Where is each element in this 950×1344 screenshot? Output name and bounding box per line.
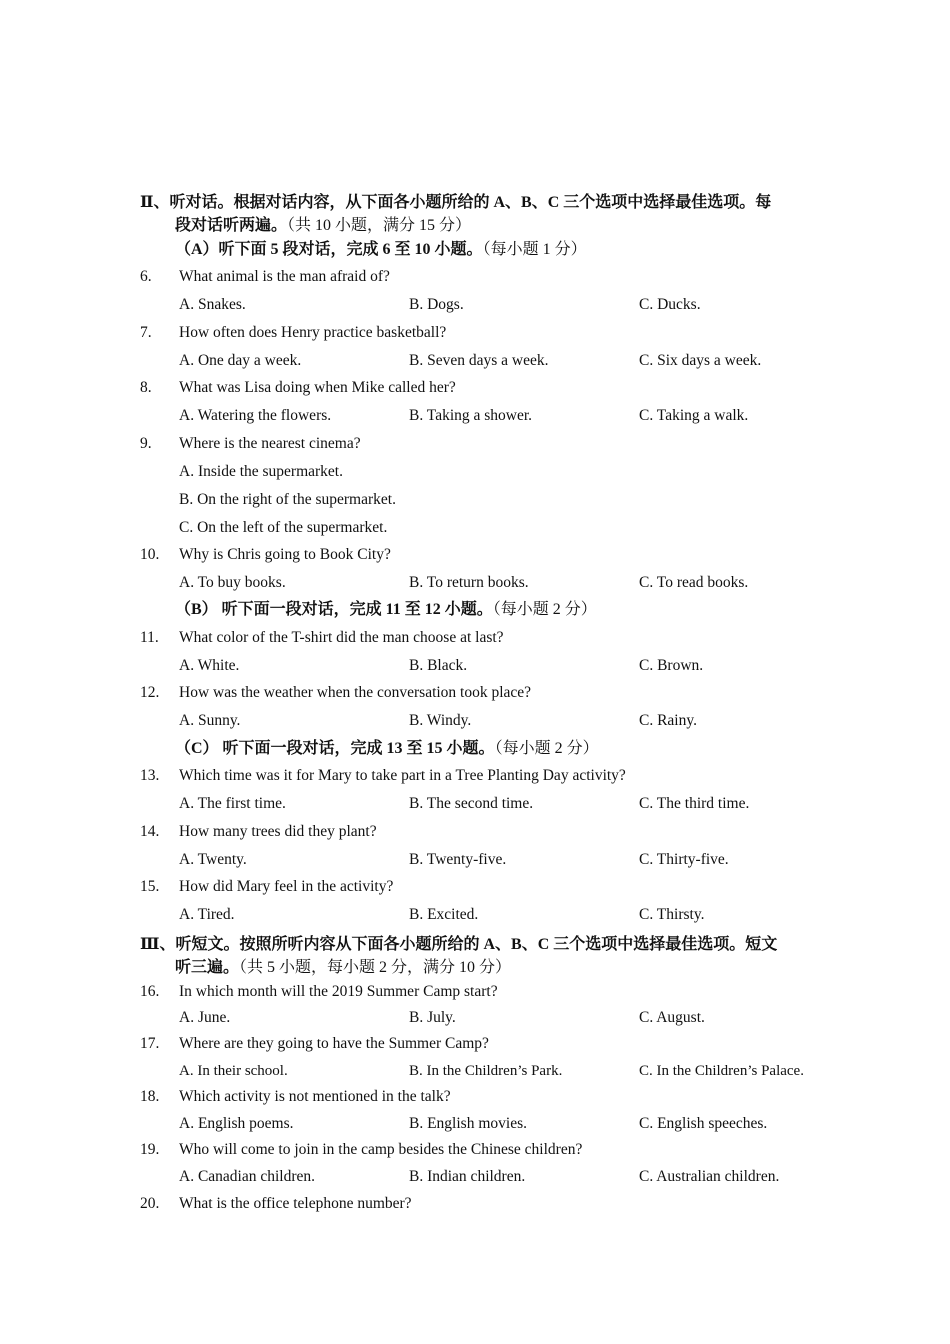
option-a: A. Watering the flowers. (179, 407, 332, 424)
question-number: 14. (140, 823, 160, 840)
section-3-title-bold: 听三遍。 (175, 959, 240, 976)
option-b: B. The second time. (409, 795, 534, 812)
option-b: B. Excited. (409, 906, 479, 923)
question-text: How was the weather when the conversation took place? (179, 684, 532, 701)
option-c: C. In the Children’s Palace. (639, 1063, 804, 1079)
option-a: A. To buy books. (179, 574, 286, 591)
question-text: Which activity is not mentioned in the talk? (179, 1088, 451, 1105)
question-text: How did Mary feel in the activity? (179, 878, 394, 895)
option-b: B. Taking a shower. (409, 407, 533, 424)
question-number: 16. (140, 983, 160, 1000)
option-b: B. Seven days a week. (409, 352, 549, 369)
question-number: 18. (140, 1088, 160, 1105)
section-3-title-line-2 (175, 958, 511, 978)
part-b-heading (175, 600, 597, 620)
option-c: C. Brown. (639, 657, 704, 674)
part-c-title: （C） 听下面一段对话，完成 13 至 15 小题。 (175, 740, 495, 757)
question-number: 10. (140, 546, 160, 563)
option-b: B. Dogs. (409, 296, 464, 313)
option-c: C. Rainy. (639, 712, 697, 729)
option-c: C. Taking a walk. (639, 407, 749, 424)
option-c: C. On the left of the supermarket. (179, 519, 388, 536)
option-a: A. Inside the supermarket. (179, 463, 343, 480)
section-2-score-note: （共 10 小题，满分 15 分） (287, 217, 472, 234)
question-text: Which time was it for Mary to take part in a Tree Planting Day activity? (179, 767, 626, 784)
question-number: 11. (140, 629, 159, 646)
option-c: C. Thirty-five. (639, 851, 729, 868)
part-c-heading (175, 739, 599, 759)
option-c: C. To read books. (639, 574, 749, 591)
option-a: A. The first time. (179, 795, 286, 812)
option-a: A. Sunny. (179, 712, 241, 729)
question-text: How often does Henry practice basketball? (179, 324, 447, 341)
option-a: A. Snakes. (179, 296, 246, 313)
option-a: A. Twenty. (179, 851, 247, 868)
option-a: A. June. (179, 1009, 231, 1026)
part-a-heading (175, 240, 587, 260)
question-text: Who will come to join in the camp besides the Chinese children? (179, 1141, 583, 1158)
question-text: What was Lisa doing when Mike called her? (179, 379, 456, 396)
part-b-title: （B） 听下面一段对话，完成 11 至 12 小题。 (175, 601, 493, 618)
question-text: In which month will the 2019 Summer Camp start? (179, 983, 498, 1000)
question-number: 15. (140, 878, 160, 895)
section-3-title-line-1: Ⅲ、听短文。按照所听内容从下面各小题所给的 A、B、C 三个选项中选择最佳选项。短文 (140, 936, 778, 953)
question-text: Why is Chris going to Book City? (179, 546, 391, 563)
question-number: 13. (140, 767, 160, 784)
question-number: 9. (140, 435, 152, 452)
option-a: A. English poems. (179, 1115, 294, 1132)
section-2-title-line-1: Ⅱ、听对话。根据对话内容，从下面各小题所给的 A、B、C 三个选项中选择最佳选项。每 (140, 194, 772, 211)
option-b: B. On the right of the supermarket. (179, 491, 396, 508)
question-text: What color of the T-shirt did the man choose at last? (179, 629, 504, 646)
option-a: A. One day a week. (179, 352, 302, 369)
question-text: Where is the nearest cinema? (179, 435, 361, 452)
part-b-score: （每小题 2 分） (492, 601, 597, 618)
option-b: B. Windy. (409, 712, 472, 729)
option-c: C. August. (639, 1009, 705, 1026)
option-b: B. July. (409, 1009, 456, 1026)
option-c: C. Australian children. (639, 1168, 780, 1185)
part-a-title: （A）听下面 5 段对话，完成 6 至 10 小题。 (175, 241, 483, 258)
section-2-title-line-2 (175, 216, 471, 236)
question-text: What is the office telephone number? (179, 1195, 412, 1212)
question-number: 20. (140, 1195, 160, 1212)
question-number: 6. (140, 268, 152, 285)
option-c: C. The third time. (639, 795, 750, 812)
option-b: B. Indian children. (409, 1168, 526, 1185)
option-a: A. Canadian children. (179, 1168, 316, 1185)
option-b: B. To return books. (409, 574, 529, 591)
question-text: What animal is the man afraid of? (179, 268, 390, 285)
question-number: 12. (140, 684, 160, 701)
section-3-score-note: （共 5 小题，每小题 2 分，满分 10 分） (239, 959, 512, 976)
option-a: A. Tired. (179, 906, 235, 923)
option-c: C. Six days a week. (639, 352, 762, 369)
option-b: B. In the Children’s Park. (409, 1063, 563, 1079)
question-number: 17. (140, 1035, 160, 1052)
question-text: How many trees did they plant? (179, 823, 377, 840)
part-c-score: （每小题 2 分） (494, 740, 599, 757)
option-b: B. English movies. (409, 1115, 527, 1132)
option-b: B. Twenty-five. (409, 851, 507, 868)
option-c: C. Ducks. (639, 296, 701, 313)
question-number: 8. (140, 379, 152, 396)
section-2-title-bold: 段对话听两遍。 (175, 217, 288, 234)
question-number: 7. (140, 324, 152, 341)
option-a: A. White. (179, 657, 240, 674)
question-number: 19. (140, 1141, 160, 1158)
option-a: A. In their school. (179, 1063, 288, 1079)
option-b: B. Black. (409, 657, 468, 674)
part-a-score: （每小题 1 分） (482, 241, 587, 258)
question-text: Where are they going to have the Summer Camp? (179, 1035, 489, 1052)
option-c: C. English speeches. (639, 1115, 768, 1132)
option-c: C. Thirsty. (639, 906, 705, 923)
